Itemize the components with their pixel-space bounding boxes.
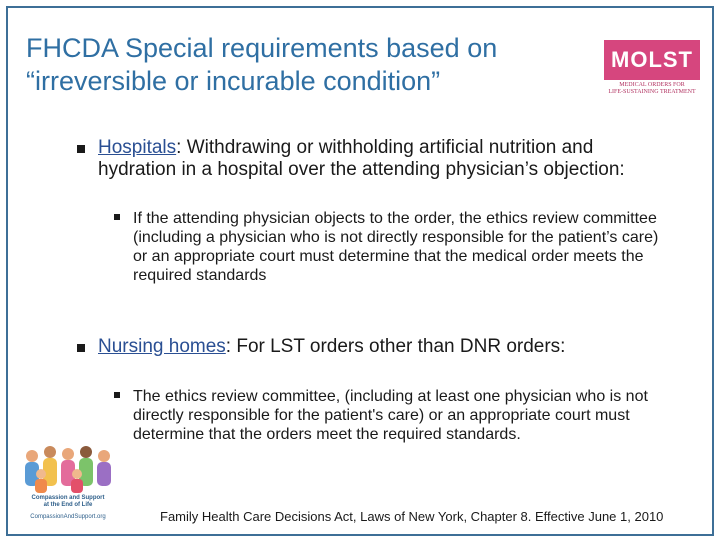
sub-bullet-marker [114,214,120,220]
title-line-2: “irreversible or incurable condition” [26,66,441,96]
slide-title [26,32,586,98]
cas-name: Compassion and Support [31,495,105,501]
molst-tagline-line-1: MEDICAL ORDERS FOR [619,82,685,88]
compassion-support-name [14,495,122,509]
sub-bullet-nursing-homes: The ethics review committee, (including at least one physician who is not directly responsible for the patient's care) or an appropriate court must determine that the orders meet the required standards. [133,388,648,443]
cas-tagline: at the End of Life [43,502,93,508]
bullet-hospitals [98,137,658,181]
molst-logo [604,38,700,102]
bullet-marker [77,145,85,153]
compassion-support-logo [14,440,122,528]
hospitals-link[interactable]: Hospitals [98,137,177,158]
sub-bullet-marker [114,392,120,398]
citation-footer: Family Health Care Decisions Act, Laws of New York, Chapter 8. Effective June 1, 2010 [160,509,664,524]
compassion-support-url: CompassionAndSupport.org [30,514,106,520]
molst-tagline-line-2: LIFE-SUSTAINING TREATMENT [608,89,696,95]
molst-logo-tagline [604,82,700,96]
sub-bullet-hospitals: If the attending physician objects to the order, the ethics review committee (including a physician who is not directly responsible for the patient’s care) or an appropriate court must determine that the medical order meets the required standards [133,210,659,284]
bullet-marker [77,344,85,352]
molst-logo-mark: MOLST [604,40,700,80]
people-group-icon [14,440,122,496]
bullet-text: : For LST orders other than DNR orders: [225,336,566,357]
bullet-nursing-homes [98,336,658,358]
nursing-homes-link[interactable]: Nursing homes [98,336,226,357]
bullet-text: : Withdrawing or withholding artificial nutrition and hydration in a hospital over the attending physician’s objection: [98,137,625,180]
title-line-1: FHCDA Special requirements based on [26,33,498,63]
